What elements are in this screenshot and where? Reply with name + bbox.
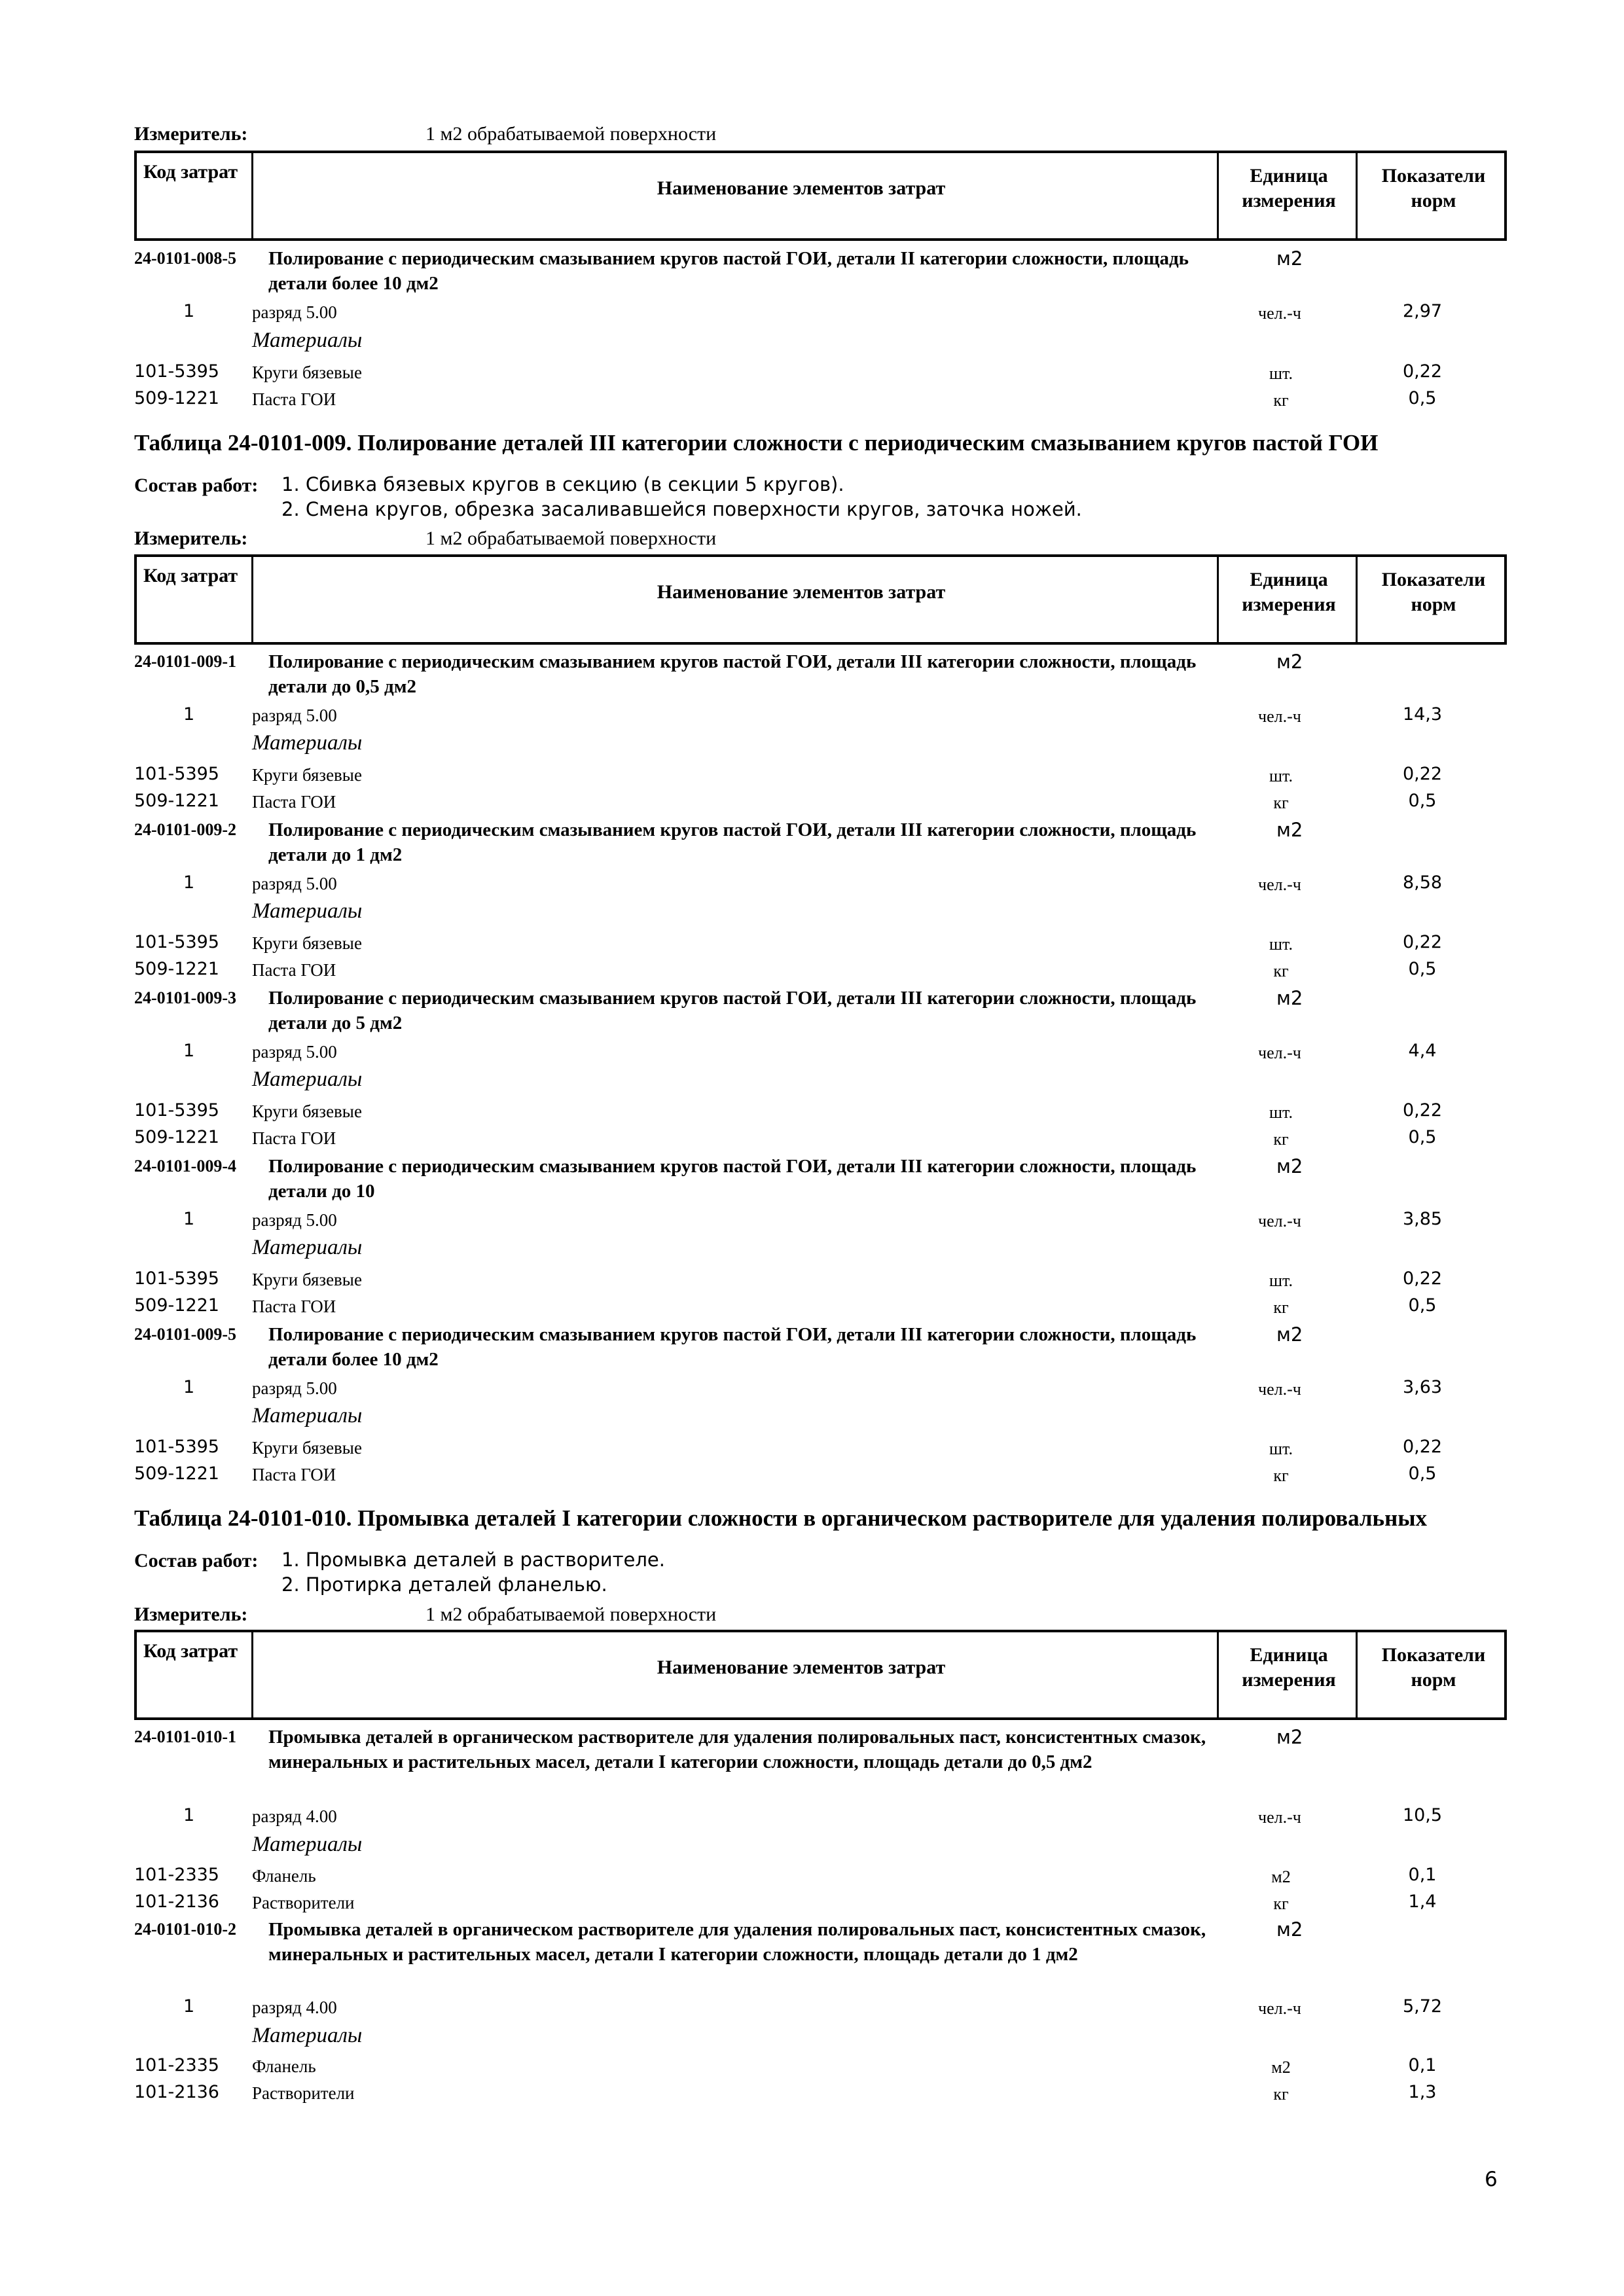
labor-unit: чел.-ч xyxy=(1258,707,1301,726)
header-norm: Показатели норм xyxy=(1381,1644,1486,1691)
table-header xyxy=(134,1630,1507,1720)
labor-unit: чел.-ч xyxy=(1258,875,1301,894)
table-header xyxy=(134,554,1507,645)
item-name: Полирование с периодическим смазыванием кругов пастой ГОИ, детали II категории сложности, площадь детали более 10 дм2 xyxy=(268,248,1189,294)
materials-heading: Материалы xyxy=(252,731,363,755)
header-unit: Единица измерения xyxy=(1242,569,1336,615)
material-code: 509-1221 xyxy=(134,1127,219,1147)
material-name: Фланель xyxy=(252,1866,316,1886)
material-value: 0,22 xyxy=(1402,1100,1443,1121)
material-unit: шт. xyxy=(1269,1271,1293,1290)
labor-value: 4,4 xyxy=(1408,1041,1437,1061)
material-value: 0,22 xyxy=(1402,1268,1443,1289)
material-code: 101-2335 xyxy=(134,1865,219,1885)
material-code: 101-2136 xyxy=(134,1892,219,1912)
material-name: Круги бязевые xyxy=(252,933,362,953)
material-name: Паста ГОИ xyxy=(252,960,336,980)
header-name: Наименование элементов затрат xyxy=(657,1657,946,1678)
material-name: Круги бязевые xyxy=(252,1438,362,1458)
header-unit: Единица измерения xyxy=(1242,1644,1336,1691)
item-unit: м2 xyxy=(1276,651,1303,673)
labor-code: 1 xyxy=(183,1377,195,1397)
material-code: 101-5395 xyxy=(134,1268,219,1289)
labor-code: 1 xyxy=(183,1041,195,1061)
material-value: 0,22 xyxy=(1402,932,1443,952)
labor-code: 1 xyxy=(183,1805,195,1825)
labor-value: 5,72 xyxy=(1402,1996,1443,2017)
measurer-label: Измеритель: xyxy=(134,123,248,145)
measurer-row xyxy=(134,123,717,145)
table-header xyxy=(134,151,1507,241)
material-code: 101-2136 xyxy=(134,2082,219,2102)
material-unit: кг xyxy=(1273,1298,1289,1317)
labor-unit: чел.-ч xyxy=(1258,1380,1301,1399)
labor-name: разряд 5.00 xyxy=(252,874,337,893)
materials-heading: Материалы xyxy=(252,1236,363,1259)
work-step: 2. Протирка деталей фланелью. xyxy=(281,1573,607,1596)
labor-value: 2,97 xyxy=(1402,301,1443,321)
measurer-row xyxy=(134,528,717,550)
labor-unit: чел.-ч xyxy=(1258,1043,1301,1062)
header-norm: Показатели норм xyxy=(1381,165,1486,211)
labor-code: 1 xyxy=(183,301,195,321)
item-name: Полирование с периодическим смазыванием кругов пастой ГОИ, детали III категории сложности, площадь детали до 5 дм2 xyxy=(268,988,1197,1033)
labor-unit: чел.-ч xyxy=(1258,1999,1301,2018)
labor-value: 10,5 xyxy=(1402,1805,1443,1825)
item-code: 24-0101-010-2 xyxy=(134,1920,236,1939)
material-name: Паста ГОИ xyxy=(252,389,336,409)
material-unit: кг xyxy=(1273,391,1289,410)
material-value: 0,5 xyxy=(1408,1295,1437,1316)
material-name: Круги бязевые xyxy=(252,1102,362,1121)
work-step: 1. Промывка деталей в растворителе. xyxy=(281,1549,665,1571)
item-unit: м2 xyxy=(1276,1726,1303,1748)
labor-code: 1 xyxy=(183,1996,195,2017)
material-value: 0,5 xyxy=(1408,959,1437,979)
material-code: 509-1221 xyxy=(134,959,219,979)
item-unit: м2 xyxy=(1276,987,1303,1009)
material-code: 101-5395 xyxy=(134,932,219,952)
materials-heading: Материалы xyxy=(252,2024,363,2047)
material-value: 0,5 xyxy=(1408,388,1437,408)
header-norm: Показатели норм xyxy=(1381,569,1486,615)
material-name: Круги бязевые xyxy=(252,363,362,382)
material-code: 509-1221 xyxy=(134,1295,219,1316)
material-name: Растворители xyxy=(252,2083,355,2103)
material-code: 101-5395 xyxy=(134,1100,219,1121)
item-code: 24-0101-009-3 xyxy=(134,988,236,1007)
material-value: 0,22 xyxy=(1402,1437,1443,1457)
item-unit: м2 xyxy=(1276,1323,1303,1346)
material-name: Паста ГОИ xyxy=(252,1128,336,1148)
work-step: 2. Смена кругов, обрезка засаливавшейся поверхности кругов, заточка ножей. xyxy=(281,498,1082,520)
material-code: 509-1221 xyxy=(134,1463,219,1484)
header-name: Наименование элементов затрат xyxy=(657,177,946,199)
measurer-row xyxy=(134,1604,717,1626)
measurer-value: 1 м2 обрабатываемой поверхности xyxy=(425,528,717,549)
item-name: Полирование с периодическим смазыванием кругов пастой ГОИ, детали III категории сложности, площадь детали до 0,5 дм2 xyxy=(268,651,1197,697)
material-unit: м2 xyxy=(1271,2058,1291,2077)
item-unit: м2 xyxy=(1276,1918,1303,1941)
labor-code: 1 xyxy=(183,872,195,893)
material-value: 0,5 xyxy=(1408,791,1437,811)
material-code: 101-5395 xyxy=(134,361,219,382)
materials-heading: Материалы xyxy=(252,329,363,352)
header-code: Код затрат xyxy=(143,161,238,183)
item-code: 24-0101-009-4 xyxy=(134,1157,236,1175)
material-unit: кг xyxy=(1273,1130,1289,1149)
material-unit: кг xyxy=(1273,793,1289,812)
material-unit: кг xyxy=(1273,961,1289,980)
item-code: 24-0101-009-5 xyxy=(134,1325,236,1344)
labor-value: 3,85 xyxy=(1402,1209,1443,1229)
item-unit: м2 xyxy=(1276,819,1303,841)
material-unit: шт. xyxy=(1269,1439,1293,1458)
header-code: Код затрат xyxy=(143,1640,238,1662)
materials-heading: Материалы xyxy=(252,1404,363,1427)
item-code: 24-0101-009-2 xyxy=(134,820,236,839)
labor-value: 14,3 xyxy=(1402,704,1443,725)
material-name: Фланель xyxy=(252,2056,316,2076)
labor-name: разряд 5.00 xyxy=(252,1378,337,1398)
item-code: 24-0101-009-1 xyxy=(134,652,236,671)
material-code: 101-5395 xyxy=(134,1437,219,1457)
labor-name: разряд 4.00 xyxy=(252,1998,337,2017)
item-code: 24-0101-008-5 xyxy=(134,249,236,268)
material-unit: кг xyxy=(1273,1466,1289,1485)
item-unit: м2 xyxy=(1276,247,1303,270)
item-name: Полирование с периодическим смазыванием кругов пастой ГОИ, детали III категории сложности, площадь детали более 10 дм2 xyxy=(268,1324,1197,1370)
composition-label: Состав работ: xyxy=(134,1550,259,1571)
material-unit: м2 xyxy=(1271,1867,1291,1886)
measurer-value: 1 м2 обрабатываемой поверхности xyxy=(425,123,717,145)
materials-heading: Материалы xyxy=(252,1833,363,1856)
material-code: 509-1221 xyxy=(134,388,219,408)
material-value: 0,22 xyxy=(1402,361,1443,382)
material-code: 101-5395 xyxy=(134,764,219,784)
material-value: 1,4 xyxy=(1408,1892,1437,1912)
item-name: Полирование с периодическим смазыванием кругов пастой ГОИ, детали III категории сложности, площадь детали до 10 xyxy=(268,1156,1197,1202)
material-value: 0,5 xyxy=(1408,1463,1437,1484)
composition-label: Состав работ: xyxy=(134,475,259,496)
labor-name: разряд 5.00 xyxy=(252,1210,337,1230)
material-value: 0,22 xyxy=(1402,764,1443,784)
material-name: Круги бязевые xyxy=(252,1270,362,1289)
material-value: 0,1 xyxy=(1408,2055,1437,2075)
measurer-label: Измеритель: xyxy=(134,528,248,549)
measurer-label: Измеритель: xyxy=(134,1604,248,1625)
material-name: Паста ГОИ xyxy=(252,792,336,812)
item-name: Промывка деталей в органическом растворителе для удаления полировальных паст, консистентных смазок, минеральных и растительных масел, детали I категории сложности, площадь детали до 1 дм2 xyxy=(268,1919,1206,1965)
material-name: Растворители xyxy=(252,1893,355,1912)
materials-heading: Материалы xyxy=(252,899,363,923)
labor-unit: чел.-ч xyxy=(1258,1211,1301,1230)
material-unit: шт. xyxy=(1269,935,1293,954)
page-number: 6 xyxy=(1485,2168,1498,2191)
header-code: Код затрат xyxy=(143,565,238,586)
labor-value: 3,63 xyxy=(1402,1377,1443,1397)
material-unit: шт. xyxy=(1269,364,1293,383)
material-value: 1,3 xyxy=(1408,2082,1437,2102)
labor-name: разряд 5.00 xyxy=(252,1042,337,1062)
item-code: 24-0101-010-1 xyxy=(134,1727,236,1746)
table-title: Таблица 24-0101-009. Полирование деталей III категории сложности с периодическим смазыванием кругов пастой ГОИ xyxy=(134,430,1379,456)
material-unit: шт. xyxy=(1269,1103,1293,1122)
material-code: 101-2335 xyxy=(134,2055,219,2075)
header-unit: Единица измерения xyxy=(1242,165,1336,211)
labor-name: разряд 5.00 xyxy=(252,706,337,725)
measurer-value: 1 м2 обрабатываемой поверхности xyxy=(425,1604,717,1625)
material-value: 0,1 xyxy=(1408,1865,1437,1885)
item-name: Промывка деталей в органическом растворителе для удаления полировальных паст, консистентных смазок, минеральных и растительных масел, детали I категории сложности, площадь детали до 0,5 дм2 xyxy=(268,1727,1206,1772)
material-name: Паста ГОИ xyxy=(252,1297,336,1316)
labor-code: 1 xyxy=(183,704,195,725)
labor-unit: чел.-ч xyxy=(1258,304,1301,323)
material-unit: кг xyxy=(1273,2085,1289,2104)
material-name: Паста ГОИ xyxy=(252,1465,336,1484)
labor-name: разряд 5.00 xyxy=(252,302,337,322)
item-name: Полирование с периодическим смазыванием кругов пастой ГОИ, детали III категории сложности, площадь детали до 1 дм2 xyxy=(268,819,1197,865)
material-value: 0,5 xyxy=(1408,1127,1437,1147)
header-name: Наименование элементов затрат xyxy=(657,581,946,603)
item-unit: м2 xyxy=(1276,1155,1303,1177)
labor-code: 1 xyxy=(183,1209,195,1229)
material-name: Круги бязевые xyxy=(252,765,362,785)
work-step: 1. Сбивка бязевых кругов в секцию (в секции 5 кругов). xyxy=(281,473,844,495)
material-code: 509-1221 xyxy=(134,791,219,811)
table-title: Таблица 24-0101-010. Промывка деталей I категории сложности в органическом растворителе для удаления полировальных xyxy=(134,1505,1428,1531)
materials-heading: Материалы xyxy=(252,1067,363,1091)
labor-name: разряд 4.00 xyxy=(252,1806,337,1826)
labor-value: 8,58 xyxy=(1402,872,1443,893)
labor-unit: чел.-ч xyxy=(1258,1808,1301,1827)
material-unit: шт. xyxy=(1269,766,1293,785)
material-unit: кг xyxy=(1273,1894,1289,1913)
